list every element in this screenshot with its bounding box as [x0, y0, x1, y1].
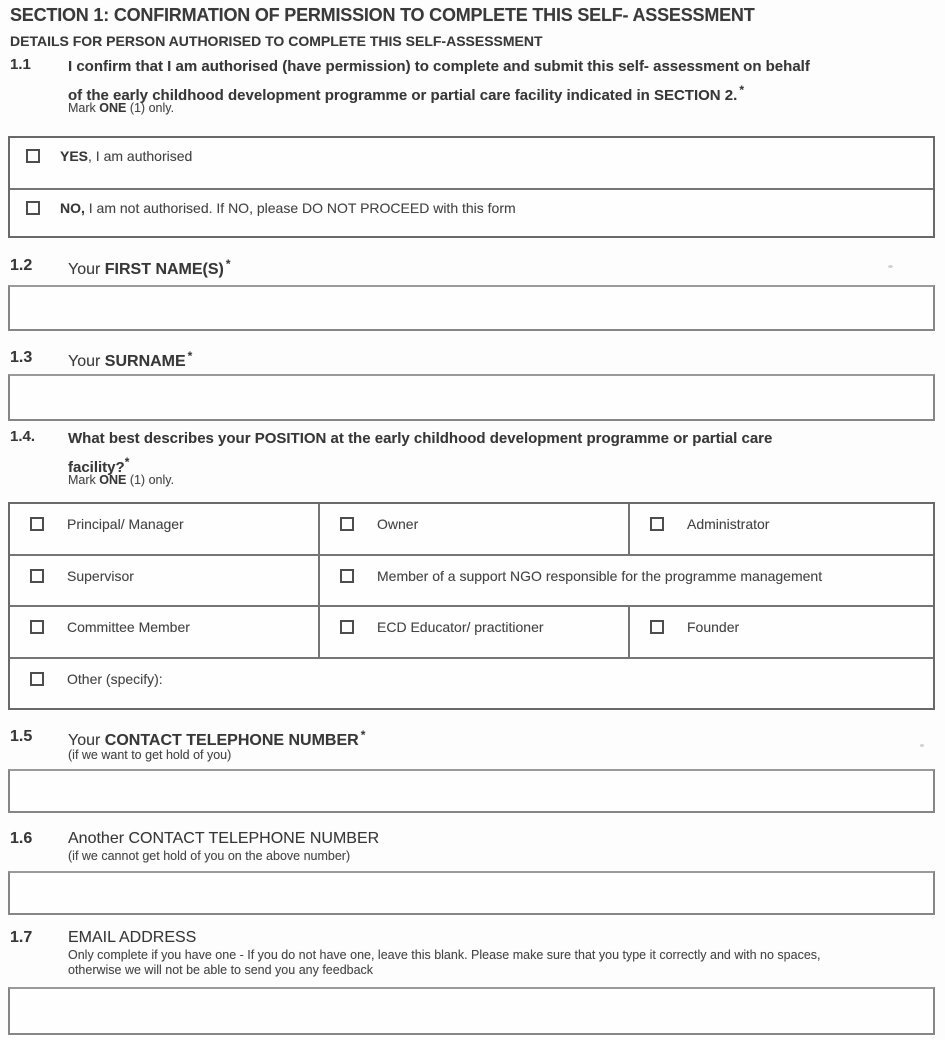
- q1-7-number: 1.7: [10, 929, 33, 946]
- founder-label: Founder: [687, 619, 740, 635]
- required-asterisk: *: [187, 349, 193, 363]
- q1-4-number: 1.4.: [10, 428, 36, 445]
- q1-7-hint: Only complete if you have one - If you do not have one, leave this blank. Please make sure that you type it correctly and with no spaces, otherwise we will not be able to send you any feedback: [68, 948, 821, 977]
- ngo-member-label: Member of a support NGO responsible for the programme management: [377, 567, 823, 584]
- another-telephone-input[interactable]: [8, 871, 935, 915]
- ecd-educator-checkbox[interactable]: [340, 620, 354, 634]
- supervisor-checkbox[interactable]: [30, 569, 44, 583]
- q1-6-number: 1.6: [10, 830, 33, 847]
- q1-1-option-no-row: [10, 188, 933, 236]
- ecd-educator-label: ECD Educator/ practitioner: [377, 619, 544, 635]
- q1-3-label: Your SURNAME *: [68, 349, 193, 370]
- yes-checkbox[interactable]: [26, 149, 40, 163]
- q1-1-option-no-label: NO, I am not authorised. If NO, please DO NOT PROCEED with this form: [60, 200, 516, 216]
- administrator-label: Administrator: [687, 516, 770, 532]
- first-name-input[interactable]: [8, 285, 935, 331]
- q1-7-label: EMAIL ADDRESS: [68, 929, 197, 946]
- position-grid-row3: [10, 605, 933, 657]
- q1-2-number: 1.2: [10, 257, 33, 274]
- principal-manager-label: Principal/ Manager: [67, 516, 184, 532]
- q1-5-number: 1.5: [10, 728, 33, 745]
- q1-4-options-table: [8, 502, 935, 710]
- other-label: Other (specify):: [67, 670, 163, 687]
- q1-3-number: 1.3: [10, 349, 33, 366]
- other-checkbox[interactable]: [30, 672, 44, 686]
- q1-1-options-table: [8, 136, 935, 238]
- administrator-checkbox[interactable]: [650, 517, 664, 531]
- supervisor-label: Supervisor: [67, 567, 134, 584]
- required-asterisk: *: [124, 454, 130, 469]
- position-option-supervisor-cell: [10, 556, 320, 606]
- scan-artifact: [920, 744, 924, 747]
- q1-1-question-line2: of the early childhood development programme or partial care facility indicated in SECTION 2. *: [68, 82, 744, 104]
- q1-4-question-line2: facility?*: [68, 454, 130, 476]
- contact-telephone-input[interactable]: [8, 769, 935, 813]
- required-asterisk: *: [739, 82, 744, 97]
- position-option-owner-cell: [320, 504, 630, 554]
- owner-label: Owner: [377, 516, 419, 532]
- q1-6-hint: (if we cannot get hold of you on the above number): [68, 849, 351, 863]
- position-grid-row2: [10, 554, 933, 606]
- scan-artifact: [888, 265, 893, 268]
- q1-1-question: [68, 56, 810, 107]
- q1-1-option-yes-label: YES, I am authorised: [60, 148, 193, 164]
- required-asterisk: *: [360, 728, 366, 742]
- q1-6-label: Another CONTACT TELEPHONE NUMBER: [68, 830, 380, 847]
- ngo-member-checkbox[interactable]: [340, 569, 354, 583]
- owner-checkbox[interactable]: [340, 517, 354, 531]
- q1-1-number: 1.1: [10, 56, 31, 73]
- q1-4-question-line1: What best describes your POSITION at the early childhood development programme or partial care: [68, 430, 773, 447]
- surname-input[interactable]: [8, 374, 935, 421]
- position-option-ngo-member-cell: [320, 556, 933, 606]
- principal-manager-checkbox[interactable]: [30, 517, 44, 531]
- position-option-committee-cell: [10, 607, 320, 657]
- q1-4-question: [68, 428, 772, 479]
- position-grid-row1: [10, 504, 933, 554]
- q1-1-instruction: Mark ONE (1) only.: [68, 101, 175, 115]
- position-option-ecd-educator-cell: [320, 607, 630, 657]
- other-specify-input[interactable]: [10, 659, 933, 709]
- position-grid-row4: [10, 657, 933, 709]
- position-option-founder-cell: [630, 607, 933, 657]
- section-title: SECTION 1: CONFIRMATION OF PERMISSION TO COMPLETE THIS SELF- ASSESSMENT: [10, 5, 755, 25]
- email-input[interactable]: [8, 987, 935, 1035]
- committee-member-checkbox[interactable]: [30, 620, 44, 634]
- q1-1-option-yes-row: [10, 138, 933, 188]
- q1-5-hint: (if we want to get hold of you): [68, 748, 232, 762]
- q1-1-question-line1: I confirm that I am authorised (have permission) to complete and submit this self- assessment on behalf: [68, 58, 810, 75]
- founder-checkbox[interactable]: [650, 620, 664, 634]
- section-subtitle: DETAILS FOR PERSON AUTHORISED TO COMPLETE THIS SELF-ASSESSMENT: [10, 33, 543, 49]
- position-option-administrator-cell: [630, 504, 933, 554]
- position-option-principal-cell: [10, 504, 320, 554]
- q1-5-label: Your CONTACT TELEPHONE NUMBER *: [68, 728, 366, 749]
- required-asterisk: *: [225, 257, 231, 271]
- q1-2-label: Your FIRST NAME(S) *: [68, 257, 231, 278]
- q1-4-instruction: Mark ONE (1) only.: [68, 473, 175, 487]
- committee-member-label: Committee Member: [67, 619, 190, 635]
- no-checkbox[interactable]: [26, 201, 40, 215]
